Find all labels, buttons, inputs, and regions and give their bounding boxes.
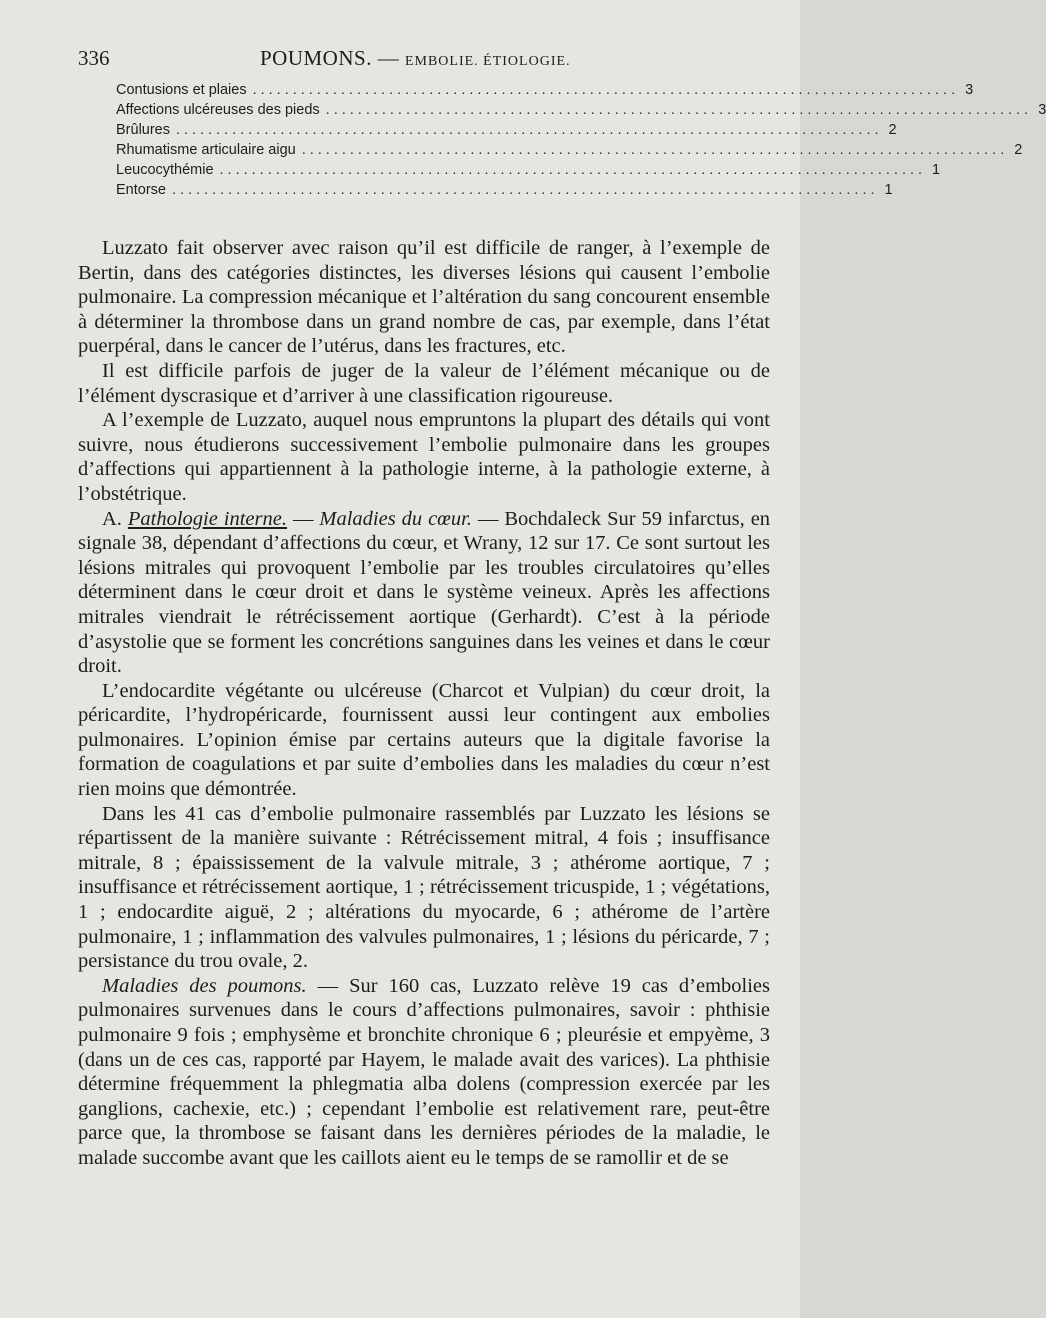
running-title-sub: EMBOLIE. ÉTIOLOGIE. (404, 54, 571, 69)
leader-dots: ........................................................................................ (325, 102, 1033, 118)
row-count: 3 (1038, 102, 1046, 118)
paragraph-text: Sur 59 infarctus, en signale 38, dépendant d’affections du cœur, et Wrany, 12 sur 17. Ce sont surtout les lésions mitrales qui provoquent l’embolie par les troubles circulatoires qu’elles déterminent dans le cœur droit et dans le système veineux. Après les affections mitrales viendrait le rétrécissement aortique (Gerhardt). C’est à la période d’asystolie que se forment les concrétions sanguines dans les veines et dans le cœur droit. (78, 507, 771, 678)
section-heading: Pathologie interne. (127, 507, 287, 530)
leader-dots: ........................................................................................ (171, 182, 879, 198)
row-label: Contusions et plaies (116, 82, 247, 98)
table-row (116, 140, 1023, 160)
running-header (78, 40, 770, 80)
table-row (116, 160, 941, 180)
subsection-heading: Maladies des poumons. (102, 974, 307, 997)
running-title-main: POUMONS. (260, 46, 372, 70)
table-row (116, 180, 893, 200)
paragraph-lungs (78, 974, 770, 1171)
paragraph: L’endocardite végétante ou ulcéreuse (Charcot et Vulpian) du cœur droit, la péricardite, l’hydropéricarde, fournissent aussi leur contingent aux embolies pulmonaires. L’opinion émise par certains auteurs que la digitale favorise la formation de coagulations et par suite d’embolies dans les maladies du cœur n’est rien moins que démontrée. (78, 679, 770, 801)
running-title-dash: — (377, 46, 400, 70)
paragraph: Dans les 41 cas d’embolie pulmonaire rassemblés par Luzzato les lésions se répartissent de la manière suivante : Rétrécissement mitral, 4 fois ; insuffisance mitrale, 8 ; épaississement de la valvule mitrale, 3 ; athérome aortique, 7 ; insuffisance et rétrécissement aortique, 1 ; rétrécissement tricuspide, 1 ; végétations, 1 ; endocardite aiguë, 2 ; altérations du myocarde, 6 ; athérome de l’artère pulmonaire, 1 ; inflammation des valvules pulmonaires, 1 ; lésions du péricarde, 7 ; persistance du trou ovale, 2. (78, 802, 770, 973)
leader-dots: ........................................................................................ (219, 162, 927, 178)
row-count: 1 (884, 182, 893, 198)
row-label: Affections ulcéreuses des pieds (116, 102, 320, 118)
page-number: 336 (78, 46, 110, 70)
row-label: Brûlures (116, 122, 170, 138)
heading-separator: — (292, 507, 314, 530)
heading-dash: — (477, 507, 499, 530)
leader-dots: ........................................................................................ (176, 122, 883, 138)
running-title (260, 46, 571, 71)
row-count: 3 (965, 82, 974, 98)
row-count: 2 (1014, 142, 1023, 158)
heading-dash: — (317, 974, 339, 997)
section-letter: A. (102, 507, 122, 530)
row-label: Leucocythémie (116, 162, 214, 178)
table-row (116, 100, 1046, 120)
paragraph: Il est difficile parfois de juger de la valeur de l’élément mécanique ou de l’élément dyscrasique et d’arriver à une classification rigoureuse. (78, 359, 770, 407)
paragraph: Luzzato fait observer avec raison qu’il est difficile de ranger, à l’exemple de Bertin, dans des catégories distinctes, les diverses lésions qui causent l’embolie pulmonaire. La compression mécanique et l’altération du sang concourent ensemble à déterminer la thrombose dans un grand nombre de cas, par exemple, dans l’état puerpéral, dans le cancer de l’utérus, dans les fractures, etc. (78, 237, 770, 358)
body-text (78, 236, 770, 1171)
paragraph: A l’exemple de Luzzato, auquel nous empruntons la plupart des détails qui vont suivre, nous étudierons successivement l’embolie pulmonaire dans les groupes d’affections qui appartiennent à la pathologie interne, à la pathologie externe, à l’obstétrique. (78, 409, 770, 505)
table-row (116, 120, 897, 140)
row-count: 1 (932, 162, 941, 178)
paragraph-cardiac (78, 507, 770, 679)
author-name: Bochdaleck (504, 507, 602, 530)
row-count: 2 (888, 122, 897, 138)
leader-dots: ........................................................................................ (252, 82, 960, 98)
statistics-table (116, 80, 1046, 200)
subsection-heading: Maladies du cœur. (319, 507, 472, 530)
paragraph-text: Sur 160 cas, Luzzato relève 19 cas d’embolies pulmonaires survenues dans le cours d’affections pulmonaires, savoir : phthisie pulmonaire 9 fois ; emphysème et bronchite chronique 6 ; pleurésie et empyème, 3 (dans un de ces cas, rapporté par Hayem, le malade avait des varices). La phthisie détermine fréquemment la phlegmatia alba dolens (compression exercée par les ganglions, cachexie, etc.) ; cependant l’embolie est relativement rare, peut-être parce que, la thrombose se faisant dans les dernières périodes de la maladie, le malade succombe avant que les caillots aient eu le temps de se ramollir et de se (78, 974, 771, 1169)
row-label: Rhumatisme articulaire aigu (116, 142, 296, 158)
row-label: Entorse (116, 182, 166, 198)
leader-dots: ........................................................................................ (301, 142, 1009, 158)
table-row (116, 80, 974, 100)
